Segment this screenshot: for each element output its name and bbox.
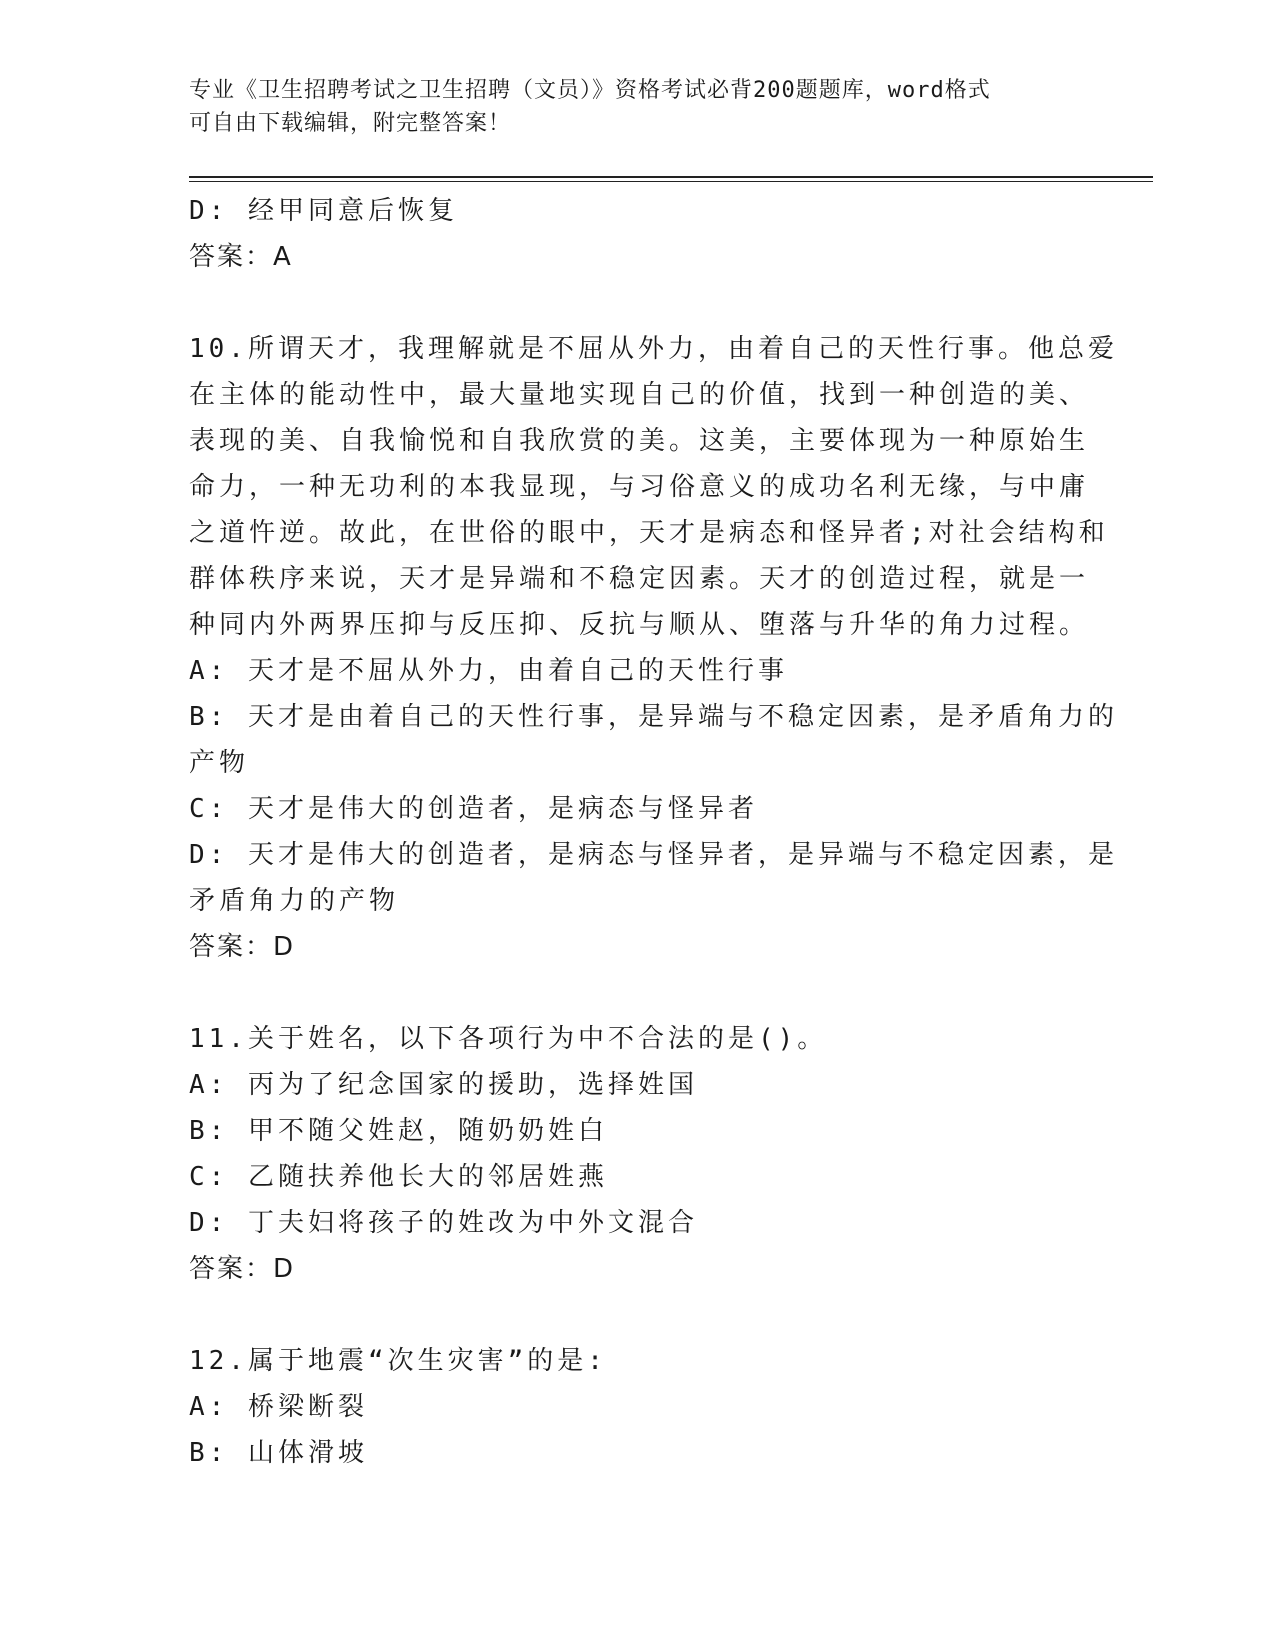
- spacer: [189, 280, 1079, 326]
- q11-stem: 11.关于姓名，以下各项行为中不合法的是()。: [189, 1024, 828, 1054]
- q10-stem-line: 群体秩序来说，天才是异端和不稳定因素。天才的创造过程，就是一: [189, 564, 1090, 594]
- q10-stem-line: 命力，一种无功利的本我显现，与习俗意义的成功名利无缘，与中庸: [189, 472, 1090, 502]
- q10-stem-line: 之道忤逆。故此，在世俗的眼中，天才是病态和怪异者;对社会结构和: [189, 518, 1109, 548]
- q10-option-a: A: 天才是不屈从外力，由着自己的天性行事: [189, 656, 788, 686]
- header-line-1: 专业《卫生招聘考试之卫生招聘（文员）》资格考试必背200题题库，word格式: [189, 78, 991, 103]
- q10-option-b: [189, 694, 1118, 786]
- question-content: [189, 188, 1118, 1476]
- q10-stem-line: 10.所谓天才，我理解就是不屈从外力，由着自己的天性行事。他总爱: [189, 334, 1118, 364]
- spacer: [189, 970, 1079, 1016]
- q12-stem: 12.属于地震“次生灾害”的是:: [189, 1346, 607, 1376]
- q10-option-b-line: B: 天才是由着自己的天性行事，是异端与不稳定因素，是矛盾角力的: [189, 702, 1118, 732]
- q11-option-b: B: 甲不随父姓赵，随奶奶姓白: [189, 1116, 608, 1146]
- q12-option-a: A: 桥梁断裂: [189, 1392, 368, 1422]
- header-divider-thick: [189, 176, 1153, 178]
- q10-stem-line: 种同内外两界压抑与反压抑、反抗与顺从、堕落与升华的角力过程。: [189, 610, 1090, 640]
- q9-answer: 答案：A: [189, 242, 293, 272]
- q11-answer: 答案：D: [189, 1254, 296, 1284]
- q9-option-d: D: 经甲同意后恢复: [189, 196, 458, 226]
- q10-stem-line: 在主体的能动性中，最大量地实现自己的价值，找到一种创造的美、: [189, 380, 1090, 410]
- document-header: [189, 74, 1069, 140]
- q10-option-b-line: 产物: [189, 748, 250, 778]
- spacer: [189, 1292, 1079, 1338]
- q10-option-c: C: 天才是伟大的创造者，是病态与怪异者: [189, 794, 758, 824]
- q11-option-d: D: 丁夫妇将孩子的姓改为中外文混合: [189, 1208, 698, 1238]
- q10-stem: [189, 326, 1118, 648]
- header-divider-thin: [189, 181, 1153, 182]
- q11-option-c: C: 乙随扶养他长大的邻居姓燕: [189, 1162, 608, 1192]
- q11-option-a: A: 丙为了纪念国家的援助，选择姓国: [189, 1070, 698, 1100]
- q10-stem-line: 表现的美、自我愉悦和自我欣赏的美。这美，主要体现为一种原始生: [189, 426, 1090, 456]
- header-line-2: 可自由下载编辑，附完整答案！: [189, 111, 512, 136]
- q10-answer: 答案：D: [189, 932, 296, 962]
- q10-option-d: [189, 832, 1118, 924]
- q10-option-d-line: D: 天才是伟大的创造者，是病态与怪异者，是异端与不稳定因素，是: [189, 840, 1118, 870]
- q10-option-d-line: 矛盾角力的产物: [189, 886, 400, 916]
- q12-option-b: B: 山体滑坡: [189, 1438, 368, 1468]
